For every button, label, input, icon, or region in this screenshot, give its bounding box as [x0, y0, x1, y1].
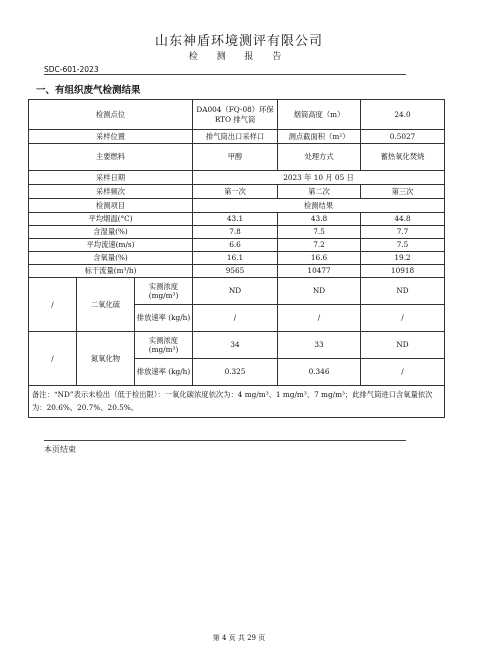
- table-row: [29, 100, 445, 130]
- point-value: DA004（FQ-08）环保 RTO 排气筒: [193, 100, 278, 130]
- param-value: 44.8: [361, 213, 445, 226]
- table-row: [29, 130, 445, 144]
- point-label: 检测点位: [29, 100, 193, 130]
- param-value: 10477: [278, 265, 361, 278]
- fuel-label: 主要燃料: [29, 144, 193, 171]
- param-label: 含氧量(%): [29, 252, 193, 265]
- rate-label: 排放速率 (kg/h): [135, 359, 193, 386]
- param-value: 9565: [193, 265, 278, 278]
- concentration-value: ND: [278, 278, 361, 305]
- pollutant-slash: /: [29, 332, 77, 386]
- pollutant-name: 二氧化硫: [77, 278, 135, 332]
- rate-value: 0.325: [193, 359, 278, 386]
- table-row: [29, 278, 445, 305]
- rate-value: /: [361, 359, 445, 386]
- table-row: [29, 213, 445, 226]
- test-item-label: 检测项目: [29, 199, 193, 213]
- param-value: 7.5: [278, 226, 361, 239]
- treatment-value: 蓄热氧化焚烧: [361, 144, 445, 171]
- rate-value: /: [278, 305, 361, 332]
- rate-value: 0.346: [278, 359, 361, 386]
- param-value: 7.7: [361, 226, 445, 239]
- fuel-value: 甲醇: [193, 144, 278, 171]
- param-label: 标干流量(m³/h): [29, 265, 193, 278]
- param-label: 平均烟温(°C): [29, 213, 193, 226]
- table-row: [29, 239, 445, 252]
- concentration-value: ND: [361, 332, 445, 359]
- concentration-value: ND: [361, 278, 445, 305]
- param-value: 16.1: [193, 252, 278, 265]
- run-2-header: 第二次: [278, 185, 361, 199]
- table-row: [29, 226, 445, 239]
- run-3-header: 第三次: [361, 185, 445, 199]
- area-label: 测点截面积（m²）: [278, 130, 361, 144]
- concentration-label: 实测浓度 (mg/m³): [135, 278, 193, 305]
- param-label: 含湿量(%): [29, 226, 193, 239]
- area-value: 0.5027: [361, 130, 445, 144]
- table-row: [29, 199, 445, 213]
- report-number: SDC-601-2023: [44, 65, 99, 74]
- param-value: 16.6: [278, 252, 361, 265]
- rate-value: /: [361, 305, 445, 332]
- param-value: 19.2: [361, 252, 445, 265]
- sampling-date-value: 2023 年 10 月 05 日: [193, 171, 445, 185]
- end-of-page-note: 本页结束: [44, 445, 76, 454]
- table-row: [29, 185, 445, 199]
- param-value: 43.1: [193, 213, 278, 226]
- height-value: 24.0: [361, 100, 445, 130]
- page-number: 第 4 页 共 29 页: [212, 634, 266, 642]
- run-1-header: 第一次: [193, 185, 278, 199]
- param-value: 7.5: [361, 239, 445, 252]
- param-value: 10918: [361, 265, 445, 278]
- table-row: [29, 332, 445, 359]
- table-row: [29, 171, 445, 185]
- param-value: 7.8: [193, 226, 278, 239]
- end-divider: [44, 440, 406, 441]
- param-value: 6.6: [193, 239, 278, 252]
- remarks-note: 备注：“ND”表示未检出（低于检出限）：一氧化碳浓度依次为：4 mg/m³、1 mg/m³、7 mg/m³；此排气筒进口含氧量依次为：20.6%、20.7%、20.5%。: [29, 386, 445, 418]
- param-value: 43.8: [278, 213, 361, 226]
- concentration-label: 实测浓度 (mg/m³): [135, 332, 193, 359]
- results-table: [28, 99, 445, 418]
- report-title: 检 测 报 告: [188, 52, 290, 62]
- concentration-value: ND: [193, 278, 278, 305]
- sampling-date-label: 采样日期: [29, 171, 193, 185]
- param-label: 平均流速(m/s): [29, 239, 193, 252]
- company-name: 山东神盾环境测评有限公司: [154, 34, 323, 49]
- header-divider: [44, 74, 406, 75]
- rate-value: /: [193, 305, 278, 332]
- position-value: 排气筒出口采样口: [193, 130, 278, 144]
- pollutant-name: 氮氧化物: [77, 332, 135, 386]
- param-value: 7.2: [278, 239, 361, 252]
- sampling-frequency-label: 采样频次: [29, 185, 193, 199]
- table-row: [29, 265, 445, 278]
- treatment-label: 处理方式: [278, 144, 361, 171]
- position-label: 采样位置: [29, 130, 193, 144]
- table-row: [29, 252, 445, 265]
- pollutant-slash: /: [29, 278, 77, 332]
- concentration-value: 33: [278, 332, 361, 359]
- test-result-label: 检测结果: [193, 199, 445, 213]
- table-row: [29, 144, 445, 171]
- height-label: 烟筒高度（m）: [278, 100, 361, 130]
- table-row: [29, 386, 445, 418]
- section-title: 一、有组织废气检测结果: [36, 85, 141, 96]
- rate-label: 排放速率 (kg/h): [135, 305, 193, 332]
- concentration-value: 34: [193, 332, 278, 359]
